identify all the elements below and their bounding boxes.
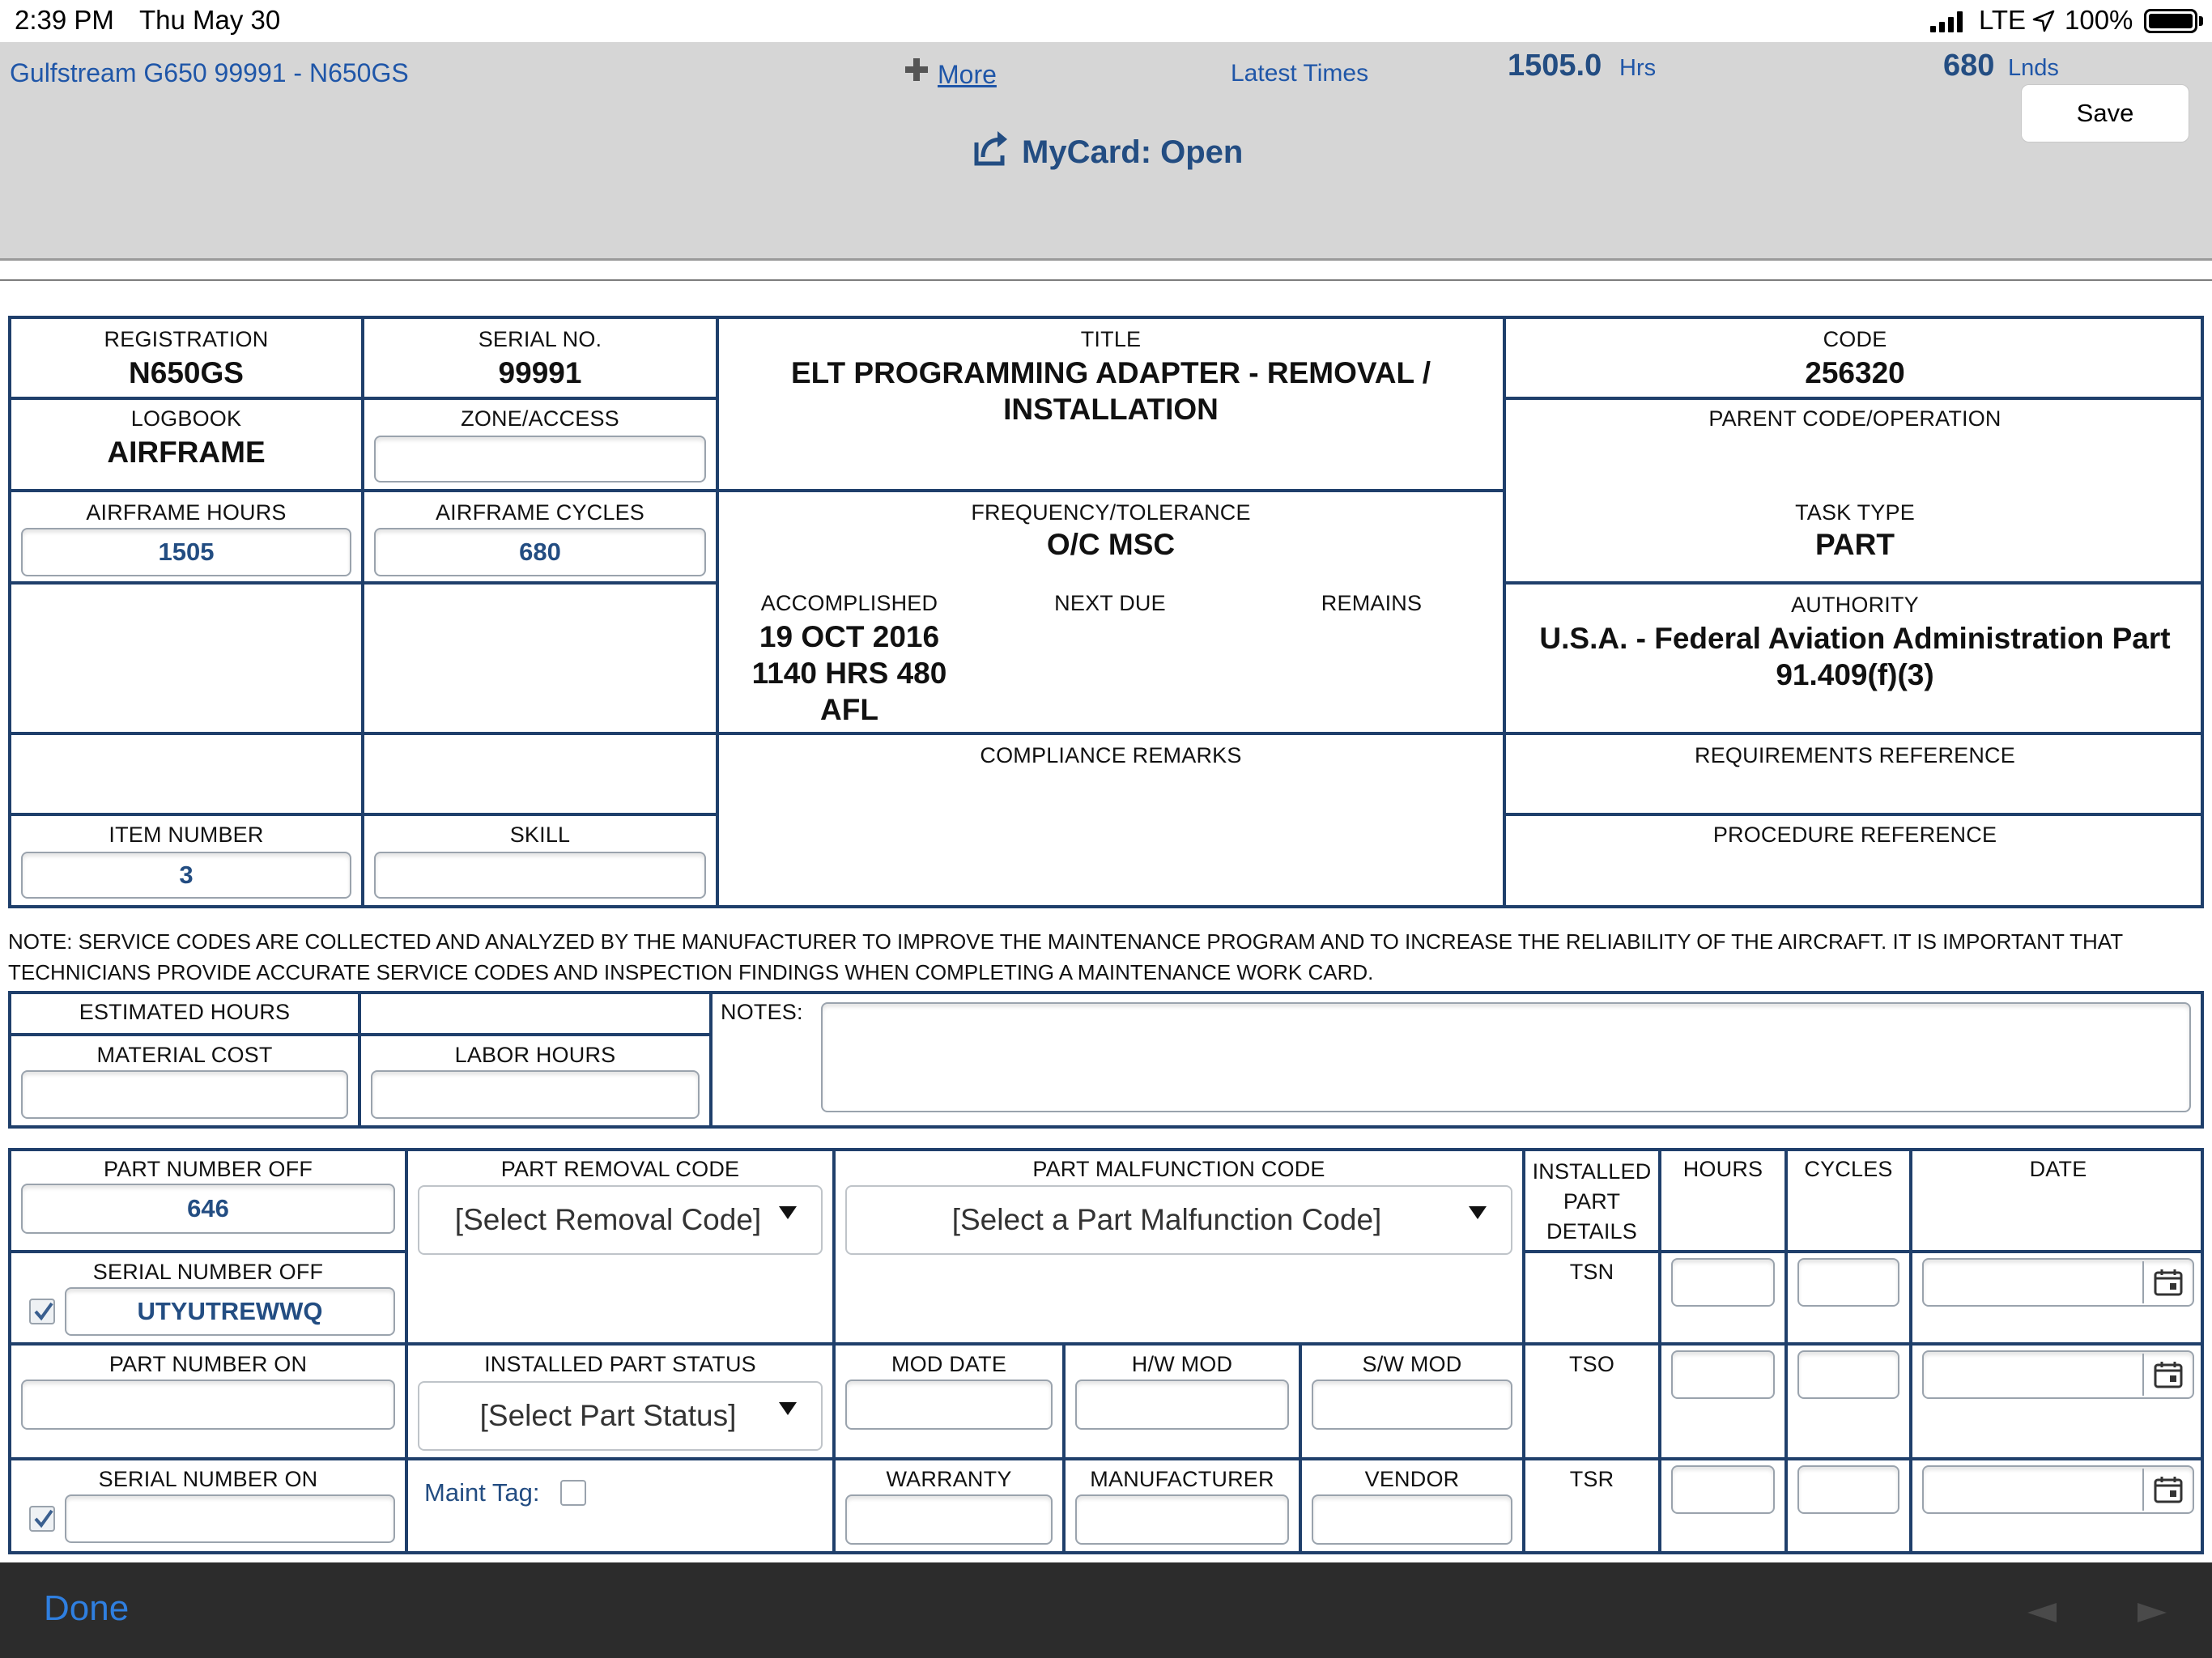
mod-date-label: MOD DATE [891, 1352, 1007, 1376]
procedure-reference-label: PROCEDURE REFERENCE [1712, 823, 1997, 847]
warranty-label: WARRANTY [886, 1467, 1012, 1491]
tsr-cycles-input[interactable] [1797, 1465, 1899, 1514]
status-bar [0, 0, 2212, 42]
status-date: Thu May 30 [139, 5, 281, 35]
item-number-input[interactable]: 3 [21, 852, 351, 899]
frequency-label: FREQUENCY/TOLERANCE [971, 500, 1251, 525]
plus-icon[interactable] [904, 57, 929, 83]
latest-times-label: Latest Times [1231, 60, 1369, 87]
vendor-label: VENDOR [1364, 1467, 1460, 1491]
requirements-reference-label: REQUIREMENTS REFERENCE [1695, 743, 2015, 767]
status-time: 2:39 PM [15, 5, 114, 35]
tso-date-input[interactable] [1922, 1350, 2194, 1399]
note-line2: TECHNICIANS PROVIDE ACCURATE SERVICE CODES AND INSPECTION FINDINGS WHEN COMPLETING A MAINTENANCE WORK CARD. [8, 960, 1374, 984]
labor-hours-input[interactable] [371, 1070, 700, 1119]
skill-label: SKILL [509, 823, 571, 847]
card-title: MyCard: Open [1022, 134, 1244, 170]
done-button[interactable]: Done [44, 1588, 130, 1628]
battery-icon [2144, 9, 2197, 33]
tso-hours-input[interactable] [1671, 1350, 1775, 1399]
tso-label: TSO [1568, 1352, 1615, 1376]
accomplished-line3: AFL [820, 693, 878, 726]
serial-number-off-label: SERIAL NUMBER OFF [92, 1260, 324, 1284]
more-link[interactable]: More [938, 60, 997, 89]
date-column-label: DATE [2029, 1157, 2087, 1181]
part-malfunction-code-value: [Select a Part Malfunction Code] [951, 1203, 1382, 1236]
airframe-cycles-input[interactable]: 680 [374, 528, 706, 576]
tsr-label: TSR [1569, 1467, 1614, 1491]
code-label: CODE [1823, 327, 1887, 351]
dropdown-arrow-icon [779, 1206, 797, 1219]
accomplished-label: ACCOMPLISHED [760, 591, 938, 615]
registration-label: REGISTRATION [104, 327, 269, 351]
serial-number-off-input[interactable]: UTYUTREWWQ [65, 1287, 395, 1336]
hours-unit: Hrs [1619, 55, 1657, 81]
save-button[interactable]: Save [2021, 84, 2189, 142]
checkmark-icon [32, 1300, 55, 1323]
parent-code-label: PARENT CODE/OPERATION [1708, 406, 2001, 431]
signal-icon [1930, 11, 1966, 32]
checkmark-icon [32, 1507, 55, 1530]
hw-mod-label: H/W MOD [1131, 1352, 1233, 1376]
zone-access-input[interactable] [374, 436, 706, 483]
manufacturer-label: MANUFACTURER [1090, 1467, 1274, 1491]
warranty-input[interactable] [845, 1494, 1053, 1545]
authority-line1: U.S.A. - Federal Aviation Administration Part [1539, 622, 2171, 655]
task-type-label: TASK TYPE [1795, 500, 1915, 525]
next-arrow-icon[interactable] [2136, 1601, 2168, 1624]
vendor-input[interactable] [1312, 1494, 1512, 1545]
tsn-hours-input[interactable] [1671, 1258, 1775, 1307]
part-number-on-label: PART NUMBER ON [108, 1352, 308, 1376]
part-removal-code-label: PART REMOVAL CODE [500, 1157, 740, 1181]
hours-value: 1505.0 [1508, 49, 1602, 83]
item-number-label: ITEM NUMBER [108, 823, 264, 847]
installed-part-status-label: INSTALLED PART STATUS [484, 1352, 756, 1376]
dropdown-arrow-icon [1469, 1206, 1487, 1219]
calendar-icon[interactable] [2142, 1354, 2193, 1396]
airframe-cycles-label: AIRFRAME CYCLES [435, 500, 645, 525]
tsn-cycles-input[interactable] [1797, 1258, 1899, 1307]
title-line2: INSTALLATION [1003, 393, 1219, 426]
prev-arrow-icon[interactable] [2026, 1601, 2058, 1624]
zone-access-label: ZONE/ACCESS [461, 406, 619, 431]
aircraft-link[interactable]: Gulfstream G650 99991 - N650GS [10, 58, 409, 87]
maint-tag-checkbox[interactable] [560, 1480, 586, 1506]
authority-line2: 91.409(f)(3) [1776, 658, 1934, 691]
battery-percent: 100% [2065, 5, 2133, 35]
authority-label: AUTHORITY [1791, 593, 1919, 617]
material-cost-label: MATERIAL COST [96, 1043, 273, 1067]
part-removal-code-value: [Select Removal Code] [454, 1203, 762, 1236]
task-type-value: PART [1815, 528, 1895, 561]
notes-textarea[interactable] [821, 1002, 2191, 1112]
airframe-hours-label: AIRFRAME HOURS [86, 500, 287, 525]
dropdown-arrow-icon [779, 1402, 797, 1415]
sw-mod-input[interactable] [1312, 1380, 1512, 1430]
bottom-toolbar [0, 1562, 2212, 1658]
part-number-off-label: PART NUMBER OFF [103, 1157, 313, 1181]
serial-no-value: 99991 [498, 356, 582, 389]
sw-mod-label: S/W MOD [1362, 1352, 1462, 1376]
cycles-column-label: CYCLES [1804, 1157, 1893, 1181]
notes-label: NOTES: [721, 1000, 803, 1024]
title-line1: ELT PROGRAMMING ADAPTER - REMOVAL / [790, 356, 1431, 389]
calendar-icon[interactable] [2142, 1469, 2193, 1511]
installed-part-details-label: INSTALLED PART DETAILS [1532, 1159, 1652, 1244]
material-cost-input[interactable] [21, 1070, 348, 1119]
serial-no-label: SERIAL NO. [478, 327, 602, 351]
part-number-on-input[interactable] [21, 1380, 395, 1430]
logbook-label: LOGBOOK [130, 406, 242, 431]
next-due-label: NEXT DUE [1054, 591, 1166, 615]
tsn-date-input[interactable] [1922, 1258, 2194, 1307]
part-number-off-input[interactable]: 646 [21, 1184, 395, 1234]
calendar-icon[interactable] [2142, 1261, 2193, 1303]
serial-number-off-checkbox[interactable] [29, 1299, 55, 1324]
code-value: 256320 [1805, 356, 1905, 389]
note-line1: NOTE: SERVICE CODES ARE COLLECTED AND ANALYZED BY THE MANUFACTURER TO IMPROVE THE MAINTENANCE PROGRAM AND TO INCREASE THE RELIABILITY OF THE AIRCRAFT. IT IS IMPORTANT THAT [8, 929, 2124, 954]
hours-column-label: HOURS [1682, 1157, 1763, 1181]
part-malfunction-code-select[interactable] [845, 1185, 1512, 1255]
tso-cycles-input[interactable] [1797, 1350, 1899, 1399]
part-removal-code-select[interactable] [418, 1185, 823, 1255]
landings-value: 680 [1943, 49, 1995, 83]
location-icon [2032, 10, 2055, 32]
estimated-hours-label: ESTIMATED HOURS [79, 1000, 291, 1024]
maint-tag-label: Maint Tag: [424, 1478, 540, 1507]
network-type: LTE [1979, 5, 2027, 35]
accomplished-line1: 19 OCT 2016 [759, 620, 940, 653]
tsn-label: TSN [1569, 1260, 1614, 1284]
share-icon[interactable] [972, 128, 1010, 167]
hw-mod-input[interactable] [1075, 1380, 1289, 1430]
tsr-hours-input[interactable] [1671, 1465, 1775, 1514]
tsr-date-input[interactable] [1922, 1465, 2194, 1514]
mod-date-input[interactable] [845, 1380, 1053, 1430]
divider [0, 279, 2212, 281]
installed-part-status-value: [Select Part Status] [479, 1399, 737, 1432]
landings-unit: Lnds [2008, 55, 2059, 81]
frequency-value: O/C MSC [1046, 528, 1176, 561]
service-codes-note [8, 926, 2204, 988]
title-label: TITLE [1080, 327, 1142, 351]
manufacturer-input[interactable] [1075, 1494, 1289, 1545]
registration-value: N650GS [129, 356, 244, 389]
logbook-value: AIRFRAME [107, 436, 266, 469]
labor-hours-label: LABOR HOURS [454, 1043, 616, 1067]
serial-number-on-label: SERIAL NUMBER ON [98, 1467, 318, 1491]
compliance-remarks-label: COMPLIANCE REMARKS [980, 743, 1242, 767]
installed-part-status-select[interactable] [418, 1381, 823, 1451]
remains-label: REMAINS [1321, 591, 1423, 615]
serial-number-on-input[interactable] [65, 1494, 395, 1543]
serial-number-on-checkbox[interactable] [29, 1506, 55, 1532]
part-malfunction-code-label: PART MALFUNCTION CODE [1032, 1157, 1325, 1181]
airframe-hours-input[interactable]: 1505 [21, 528, 351, 576]
accomplished-line2: 1140 HRS 480 [751, 657, 947, 690]
skill-input[interactable] [374, 852, 706, 899]
